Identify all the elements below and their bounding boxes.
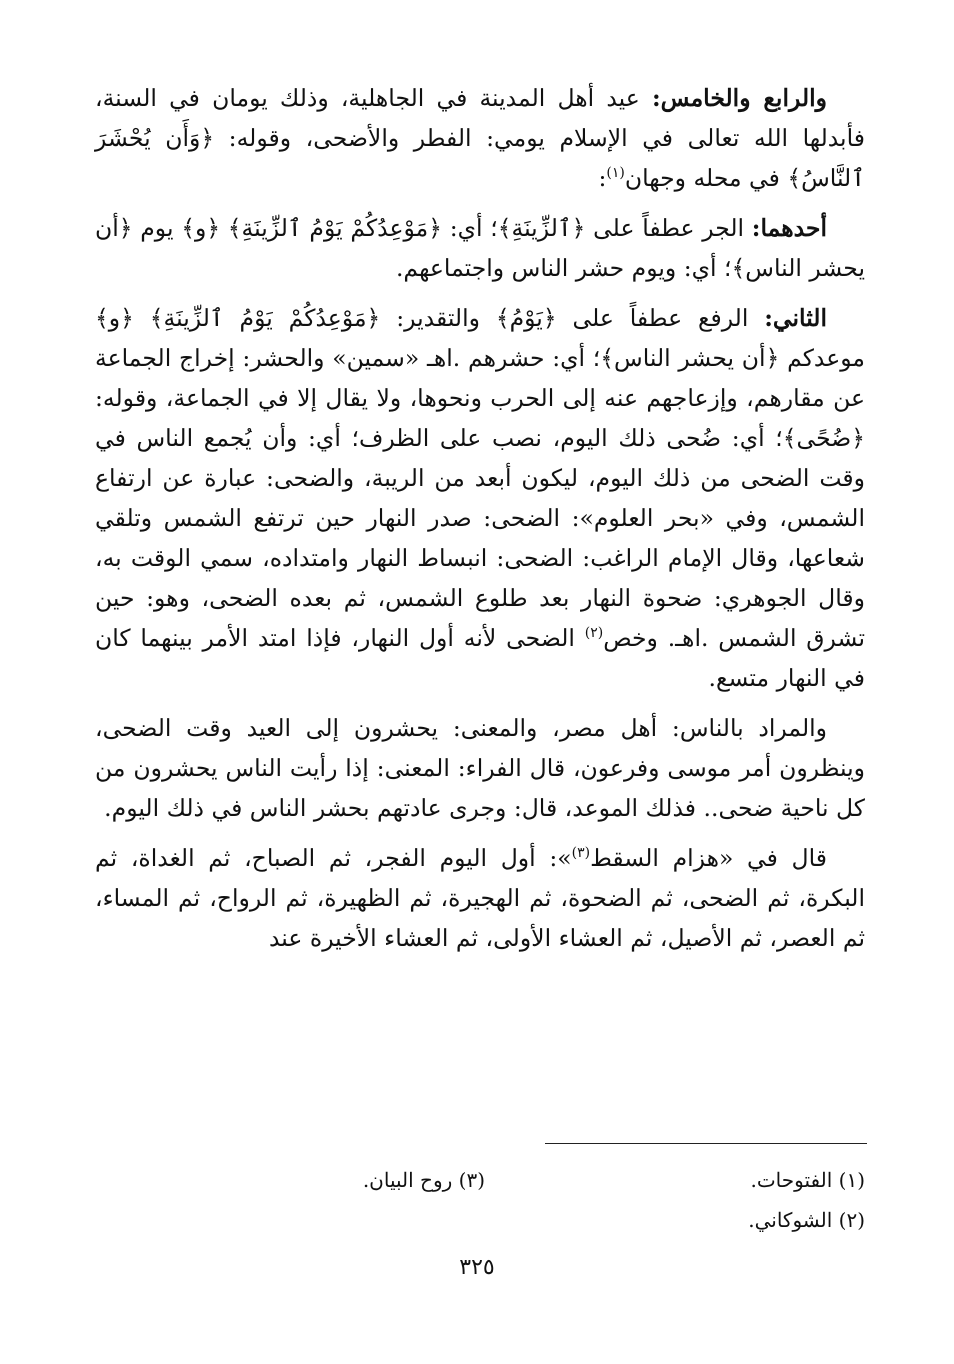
footnote-ref: (١)	[606, 165, 625, 182]
paragraph	[95, 838, 865, 958]
footnotes	[95, 1160, 865, 1240]
paragraph-lead: والرابع والخامس:	[651, 84, 827, 112]
paragraph-text: قال في «هزام السقط	[590, 844, 827, 872]
page-number: ٣٢٥	[459, 1255, 495, 1280]
footnote-1: (١) الفتوحات.	[750, 1168, 865, 1192]
paragraph-text: والمراد بالناس: أهل مصر، والمعنى: يحشرون إلى العيد وقت الضحى، وينظرون أمر موسى وفرعون، قال الفراء: المعنى: إذا رأيت الناس يحشرون من كل ناحية ضحى.. فذلك الموعد، قال: وجرى عادتهم بحشر الناس في ذلك اليوم.	[95, 714, 865, 822]
paragraph-text: الجر عطفاً على ﴿ٱلزِّينَةِ﴾؛ أي: ﴿مَوْعِدُكُمْ يَوْمُ ٱلزِّينَةِ﴾ ﴿و﴾ يوم ﴿أن يحشر الناس﴾؛ أي: ويوم حشر الناس واجتماعهم.	[95, 214, 865, 282]
footnote-row-1	[95, 1160, 865, 1200]
footnote-2: (٢) الشوكاني.	[748, 1208, 865, 1232]
paragraph	[95, 298, 865, 698]
paragraph-text: الرفع عطفاً على ﴿يَوْمُ﴾ والتقدير: ﴿مَوْعِدُكُمْ يَوْمُ ٱلزِّينَةِ﴾ ﴿و﴾ موعدكم ﴿أن يحشر الناس﴾؛ أي: حشرهم .اهـ «سمين» والحشر: إخراج الجماعة عن مقارهم، وإزعاجهم عنه إلى الحرب ونحوها، ولا يقال إلا في الجماعة، وقوله: ﴿ضُحًى﴾؛ أي: ضُحى ذلك اليوم، نصب على الظرف؛ أي: وأن يُجمع الناس في وقت الضحى من ذلك اليوم، ليكون أبعد من الريبة، والضحى: عبارة عن ارتفاع الشمس، وفي «بحر العلوم»: الضحى: صدر النهار حين ترتفع الشمس وتلقي شعاعها، وقال الإمام الراغب: الضحى: انبساط النهار وامتداده، سمي الوقت به، وقال الجوهري: ضحوة النهار بعد طلوع الشمس، ثم بعده الضحى، وهو: حين تشرق الشمس .اهـ. وخص	[95, 304, 865, 652]
paragraph-text: »: أول اليوم الفجر، ثم الصباح، ثم الغداة، ثم البكرة، ثم الضحى، ثم الضحوة، ثم الهجيرة، ثم الظهيرة، ثم الرواح، ثم المساء، ثم العصر، ثم الأصيل، ثم العشاء الأولى، ثم العشاء الأخيرة عند	[95, 844, 865, 952]
footnote-3: (٣) روح البيان.	[362, 1168, 485, 1192]
paragraph	[95, 78, 865, 198]
paragraph	[95, 708, 865, 828]
footnote-ref: (٢)	[584, 625, 604, 642]
footnote-ref: (٣)	[571, 845, 591, 862]
paragraph	[95, 208, 865, 288]
paragraph-text: الضحى لأنه أول النهار، فإذا امتد الأمر بينهما كان في النهار متسع.	[95, 624, 865, 692]
paragraph-text: عيد أهل المدينة في الجاهلية، وذلك يومان في السنة، فأبدلها الله تعالى في الإسلام يومي: الفطر والأضحى، وقوله: ﴿وَأَن يُحْشَرَ ٱلنَّاسُ﴾ في محله وجهان	[95, 84, 865, 192]
paragraph-lead: أحدهما:	[751, 214, 827, 242]
paragraph-lead: الثاني:	[764, 304, 827, 332]
footnote-row-2	[95, 1200, 865, 1240]
paragraph-text: :	[598, 164, 607, 192]
footnote-divider	[545, 1143, 867, 1144]
body-text	[95, 78, 865, 968]
